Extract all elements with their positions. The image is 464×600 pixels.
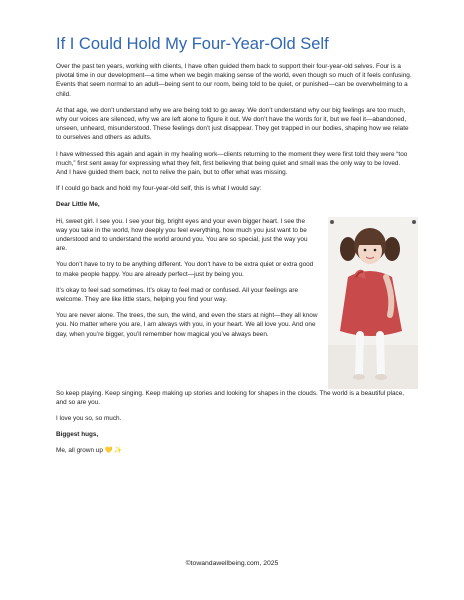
- signoff: Biggest hugs,: [56, 431, 99, 439]
- intro-paragraph-4: If I could go back and hold my four-year-old self, this is what I would say:: [56, 185, 262, 193]
- letter-paragraph-4: You are never alone. The trees, the sun, the wind, and even the stars at night—they all know you. No matter where you are, I am always with you, in your heart. We all love you. And one day, when you’re bigger, you’ll remember how magical you’ve always been.: [56, 312, 318, 338]
- intro-paragraph-2: At that age, we don’t understand why we are being told to go away. We don’t understand why our big feelings are too much, why our voices are silenced, why we are left alone to figure it out. We don’t have the words for it, but we feel it—abandoned, unseen, unheard, misunderstood. These feelings don’t just disappear. They get trapped in our bodies, shaping how we relate to ourselves and others as adults.: [56, 106, 409, 142]
- closing-paragraph: So keep playing. Keep singing. Keep making up stories and looking for shapes in the clouds. The world is a beautiful place, and so are you.: [56, 389, 405, 406]
- letter-with-photo: [56, 217, 412, 389]
- intro-paragraph-1: Over the past ten years, working with clients, I have often guided them back to support their four-year-old selves. Four is a pivotal time in our development—a time when we begin making sense of the world, even though so much of it feels confusing. Events that seem normal to an adult—being sent to our room, being told to be quiet, or punished—can be overwhelming to a child.: [56, 63, 412, 98]
- childhood-photo: [328, 217, 418, 389]
- letter-greeting: Dear Little Me,: [56, 201, 100, 209]
- footer-copyright: ©towandawellbeing.com, 2025: [185, 560, 279, 567]
- page-title: If I Could Hold My Four-Year-Old Self: [56, 35, 329, 53]
- love-line: I love you so, so much.: [56, 415, 122, 423]
- letter-paragraph-1: Hi, sweet girl. I see you. I see your big, bright eyes and your even bigger heart. I see the way you take in the world, how deeply you feel everything, how much you just want to be understood and to understand the world around you. You are so special, just the way you are.: [56, 217, 308, 253]
- signature: Me, all grown up 💛 ✨: [56, 447, 123, 455]
- intro-paragraph-3: I have witnessed this again and again in my healing work—clients returning to the moment they were first told they were “too much,” first sent away for expressing what they felt, first believing that being quiet and small was the only way to be loved. And I have guided them back, not to relive the pain, but to offer what was missing.: [56, 150, 408, 177]
- letter-paragraph-2: You don’t have to try to be anything different. You don’t have to be extra quiet or extra good to make people happy. You are already perfect—just by being you.: [56, 261, 314, 278]
- letter-paragraph-3: It’s okay to feel sad sometimes. It’s okay to feel mad or confused. All your feelings are welcome. They are like little stars, helping you find your way.: [56, 286, 299, 304]
- letter-body: [56, 217, 318, 346]
